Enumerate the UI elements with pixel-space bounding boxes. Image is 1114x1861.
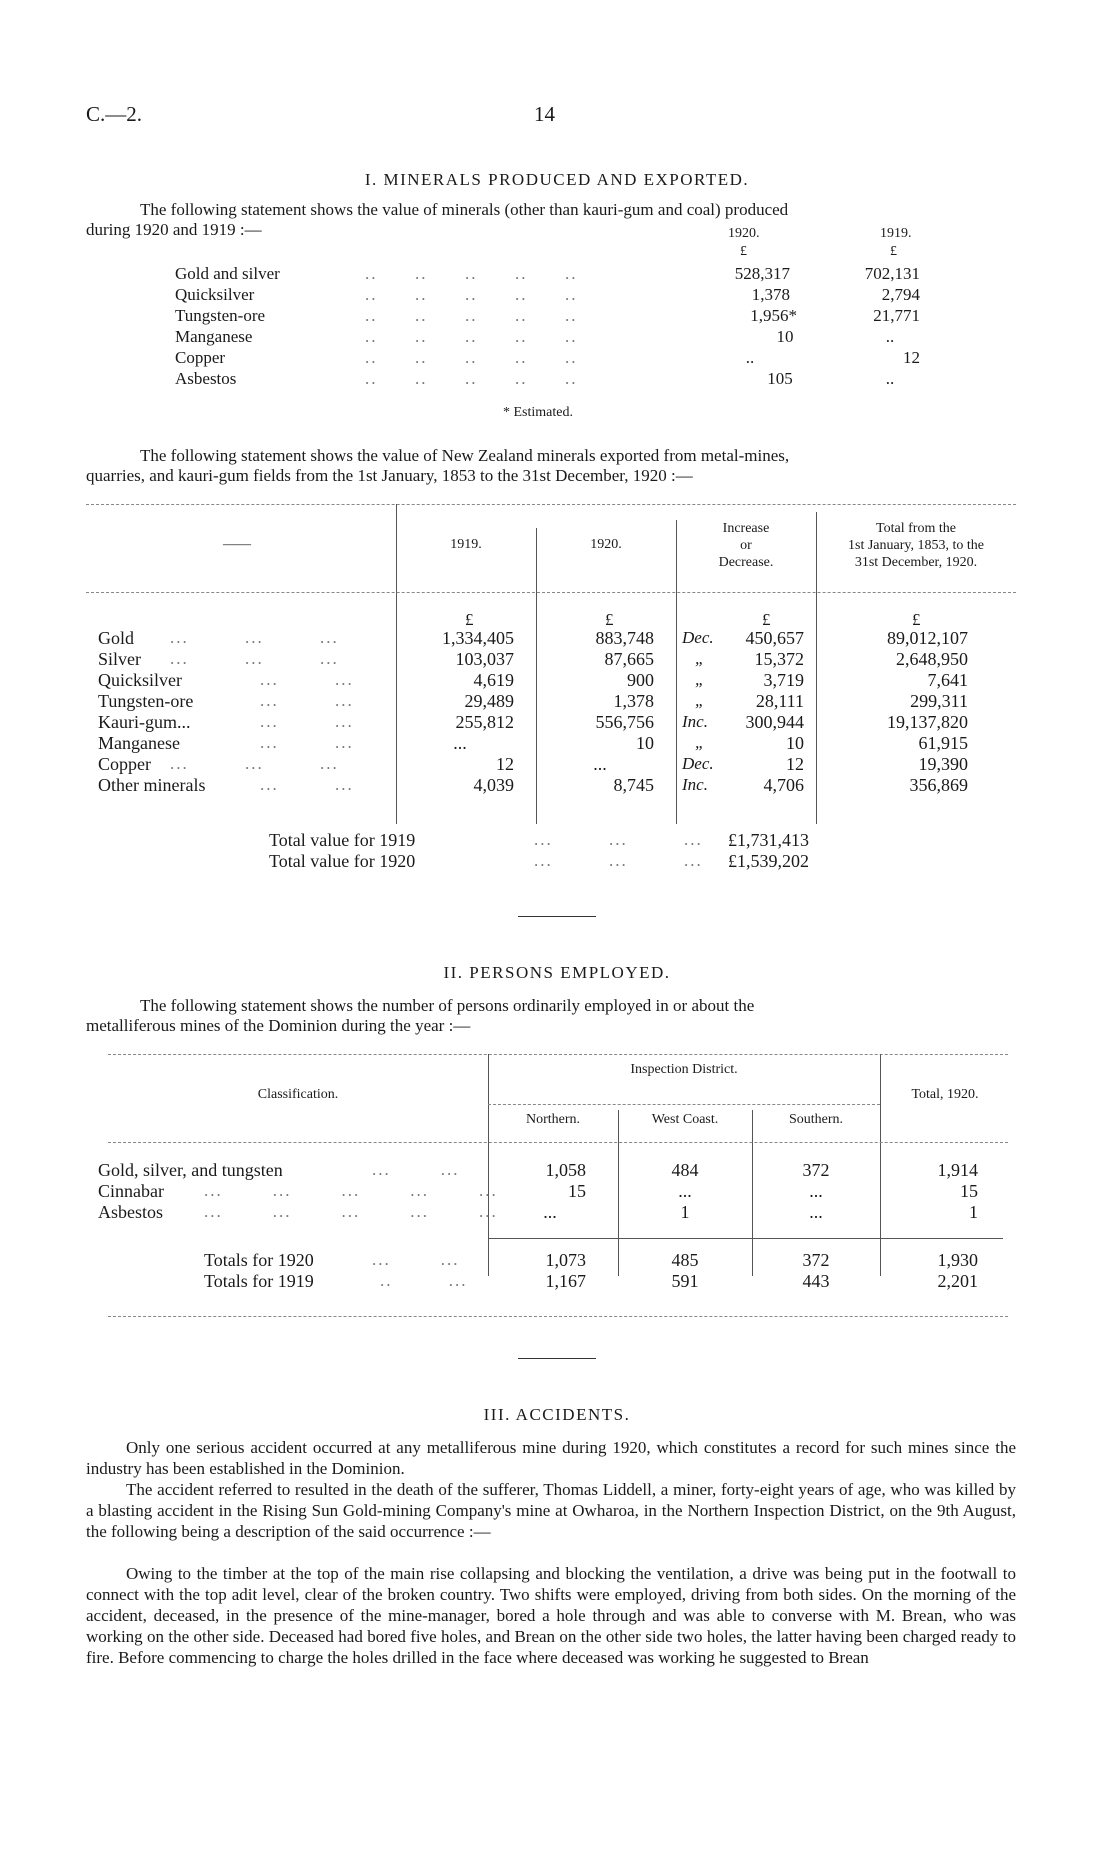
total-value: 1,930 [937, 1250, 978, 1270]
value-1919: 4,619 [473, 670, 514, 690]
header-total-line1: Total from the [876, 521, 956, 536]
header-blank: —— [223, 537, 251, 552]
total-value: 89,012,107 [887, 628, 968, 648]
total-1920-value: £1,539,202 [728, 851, 809, 871]
header-total-1920: Total, 1920. [911, 1087, 979, 1102]
row-name: Gold, silver, and tungsten [98, 1160, 283, 1180]
value-1919: 2,794 [881, 285, 920, 304]
leader-dots: ... ... ... [534, 851, 703, 870]
total-value: 2,201 [937, 1271, 978, 1291]
exports-intro-line1: The following statement shows the value of New Zealand minerals exported from metal-mines, [140, 446, 790, 465]
row-name: Copper [98, 754, 151, 774]
row-name: Totals for 1920 [204, 1250, 314, 1270]
value-1919: 255,812 [455, 712, 514, 732]
row-name: Cinnabar [98, 1181, 164, 1201]
northern-value: 1,073 [545, 1250, 586, 1270]
value-1920: 10 [776, 327, 794, 346]
section-2-intro-line2: metalliferous mines of the Dominion during the year :— [86, 1016, 471, 1035]
header-1920: 1920. [590, 537, 622, 552]
leader-dots: ... ... [372, 1160, 460, 1179]
value-1919: .. [885, 369, 895, 388]
value-1920: 8,745 [613, 775, 654, 795]
northern-value: 1,167 [545, 1271, 586, 1291]
southern-value: 372 [802, 1160, 830, 1180]
leader-dots: ... ... [260, 775, 354, 794]
header-west-coast: West Coast. [651, 1112, 719, 1127]
total-value: 61,915 [918, 733, 968, 753]
page-number: 14 [534, 102, 555, 126]
section-1-intro-line1: The following statement shows the value of minerals (other than kauri-gum and coal) produced [140, 200, 789, 219]
header-increase: Increase [722, 521, 770, 536]
leader-dots: .. .. .. .. .. [365, 348, 578, 367]
header-total-line2: 1st January, 1853, to the [848, 538, 984, 553]
currency-total: £ [912, 610, 921, 629]
section-separator [518, 1358, 596, 1359]
accident-paragraph-2: The accident referred to resulted in the death of the sufferer, Thomas Liddell, a miner, forty-eight years of age, who was killed by a blasting accident in the Rising Sun Gold-mining Company's mine at Owharoa, in the Northern Inspection District, on the 9th August, the following being a description of the said occurrence :— [86, 1480, 1016, 1541]
mineral-name: Tungsten-ore [175, 306, 266, 325]
total-value: 1 [969, 1202, 978, 1222]
change-value: 4,706 [763, 775, 804, 795]
west-coast-value: 485 [671, 1250, 699, 1270]
change-tag: Inc. [682, 712, 708, 731]
leader-dots: .. .. .. .. .. [365, 264, 578, 283]
leader-dots: .. .. .. .. .. [365, 369, 578, 388]
value-1920: 1,378 [751, 285, 790, 304]
header-northern: Northern. [525, 1112, 581, 1127]
value-1920: 900 [627, 670, 654, 690]
leader-dots: ... ... ... [534, 830, 703, 849]
header-bottom-rule [108, 1142, 1008, 1143]
section-2-intro-line1: The following statement shows the number of persons ordinarily employed in or about the [140, 996, 755, 1015]
table-top-rule [108, 1054, 1008, 1055]
change-value: 15,372 [754, 649, 804, 669]
value-1920: 528,317 [734, 264, 790, 283]
row-name: Quicksilver [98, 670, 182, 690]
table-bottom-rule [108, 1316, 1008, 1317]
value-1919: .. [885, 327, 895, 346]
leader-dots: ... ... [260, 670, 354, 689]
row-name: Kauri-gum... [98, 712, 191, 732]
leader-dots: .. .. .. .. .. [365, 306, 578, 325]
table-top-rule [86, 504, 1016, 505]
value-1919: 1,334,405 [442, 628, 514, 648]
header-inspection-district: Inspection District. [630, 1062, 738, 1077]
header-or: or [740, 538, 752, 553]
row-name: Gold [98, 628, 134, 648]
accident-paragraph-1: Only one serious accident occurred at any metalliferous mine during 1920, which constitutes a record for such mines since the industry has been established in the Dominion. [86, 1438, 1016, 1478]
header-1919: 1919. [450, 537, 482, 552]
accident-paragraph-3: Owing to the timber at the top of the main rise collapsing and blocking the ventilation, a drive was being put in the footwall to connect with the top adit level, clear of the broken country. Two shifts were employed, driving from both sides. On the morning of the accident, deceased, in the presence of the mine-manager, bored a hole through and was able to converse with M. Brean, who was working on the other side. Deceased had bored five holes, and Brean on the other side two holes, the latter having been charged ready to fire. Before commencing to charge the holes drilled in the face where deceased was working he suggested to Brean [86, 1564, 1016, 1667]
total-value: 299,311 [910, 691, 968, 711]
total-value: 356,869 [909, 775, 968, 795]
change-tag: „ [695, 670, 705, 689]
west-coast-value: 1 [680, 1202, 690, 1222]
value-1919: 21,771 [873, 306, 920, 325]
total-1919-label: Total value for 1919 [269, 830, 416, 850]
section-separator [518, 916, 596, 917]
value-1919: 12 [496, 754, 514, 774]
southern-value: 372 [802, 1250, 830, 1270]
leader-dots: ... ... [260, 712, 354, 731]
total-value: 7,641 [927, 670, 968, 690]
currency-diff: £ [762, 610, 771, 629]
section-1-title: I. MINERALS PRODUCED AND EXPORTED. [364, 170, 750, 189]
value-1920: 87,665 [604, 649, 654, 669]
row-name: Totals for 1919 [204, 1271, 314, 1291]
southern-value: 443 [802, 1271, 830, 1291]
value-1919: 702,131 [864, 264, 920, 283]
header-classification: Classification. [257, 1087, 339, 1102]
west-coast-value: 484 [671, 1160, 699, 1180]
change-value: 12 [786, 754, 804, 774]
leader-dots: ... ... ... [170, 628, 339, 647]
section-1-intro-line2: during 1920 and 1919 :— [86, 220, 262, 239]
header-southern: Southern. [788, 1112, 844, 1127]
header-total-line3: 31st December, 1920. [854, 555, 978, 570]
leader-dots: .. .. .. .. .. [365, 327, 578, 346]
change-tag: „ [695, 691, 705, 710]
leader-dots: ... ... ... [170, 649, 339, 668]
value-1920: ... [593, 754, 607, 774]
value-1920: 556,756 [595, 712, 654, 732]
west-coast-value: ... [678, 1181, 692, 1201]
row-name: Other minerals [98, 775, 206, 795]
change-tag: Dec. [682, 628, 714, 647]
exports-intro-line2: quarries, and kauri-gum fields from the 1st January, 1853 to the 31st December, 1920 :— [86, 466, 693, 485]
total-1919-value: £1,731,413 [728, 830, 809, 850]
minerals-col-1920: 1920. [728, 226, 760, 241]
currency-1920: £ [605, 610, 614, 629]
leader-dots: .. .. .. .. .. [365, 285, 578, 304]
minerals-currency-1919: £ [890, 244, 897, 259]
total-value: 19,137,820 [887, 712, 968, 732]
value-1919: ... [453, 733, 467, 753]
change-value: 300,944 [745, 712, 804, 732]
report-code: C.—2. [86, 102, 143, 126]
mineral-name: Copper [175, 348, 226, 367]
change-value: 10 [786, 733, 804, 753]
header-bottom-rule [86, 592, 1016, 593]
section-2-title: II. PERSONS EMPLOYED. [443, 963, 671, 982]
change-value: 3,719 [763, 670, 804, 690]
mineral-name: Quicksilver [175, 285, 255, 304]
row-name: Tungsten-ore [98, 691, 194, 711]
minerals-col-1919: 1919. [880, 226, 912, 241]
total-1920-label: Total value for 1920 [269, 851, 416, 871]
value-1920: .. [745, 348, 755, 367]
footnote-estimated: * Estimated. [503, 405, 573, 420]
mineral-name: Manganese [175, 327, 253, 346]
header-decrease: Decrease. [718, 555, 774, 570]
currency-1919: £ [465, 610, 474, 629]
total-value: 1,914 [937, 1160, 978, 1180]
west-coast-value: 591 [671, 1271, 699, 1291]
southern-value: ... [809, 1202, 823, 1222]
value-1919: 29,489 [464, 691, 514, 711]
change-value: 450,657 [745, 628, 804, 648]
total-value: 15 [960, 1181, 978, 1201]
leader-dots: ... ... ... ... ... [204, 1202, 498, 1221]
value-1920: 1,956* [750, 306, 797, 325]
row-name: Silver [98, 649, 141, 669]
row-name: Manganese [98, 733, 180, 753]
northern-value: 1,058 [545, 1160, 586, 1180]
row-name: Asbestos [98, 1202, 164, 1222]
mineral-name: Asbestos [175, 369, 237, 388]
leader-dots: ... ... ... ... ... [204, 1181, 498, 1200]
northern-value: 15 [568, 1181, 586, 1201]
mineral-name: Gold and silver [175, 264, 280, 283]
leader-dots: ... ... [372, 1250, 460, 1269]
total-value: 2,648,950 [896, 649, 968, 669]
northern-value: ... [543, 1202, 557, 1222]
leader-dots: .. ... [380, 1271, 468, 1290]
total-value: 19,390 [918, 754, 968, 774]
minerals-currency-1920: £ [740, 244, 747, 259]
change-tag: Inc. [682, 775, 708, 794]
value-1919: 103,037 [455, 649, 514, 669]
leader-dots: ... ... [260, 691, 354, 710]
section-3-title: III. ACCIDENTS. [483, 1405, 631, 1424]
value-1919: 4,039 [473, 775, 514, 795]
leader-dots: ... ... [260, 733, 354, 752]
change-tag: Dec. [682, 754, 714, 773]
value-1920: 883,748 [595, 628, 654, 648]
value-1920: 1,378 [613, 691, 654, 711]
value-1920: 105 [767, 369, 793, 388]
value-1919: 12 [903, 348, 920, 367]
leader-dots: ... ... ... [170, 754, 339, 773]
southern-value: ... [809, 1181, 823, 1201]
change-tag: „ [695, 733, 705, 752]
totals-rule [488, 1238, 1003, 1239]
change-tag: „ [695, 649, 705, 668]
change-value: 28,111 [755, 691, 804, 711]
subheader-rule [488, 1104, 880, 1105]
value-1920: 10 [636, 733, 654, 753]
